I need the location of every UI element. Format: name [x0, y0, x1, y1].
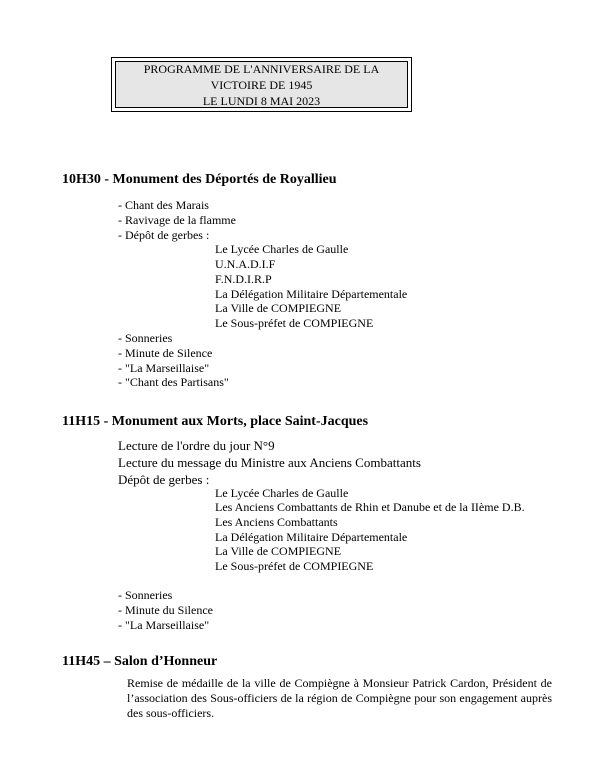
s1-after: - Sonneries [118, 331, 173, 345]
section-3-heading: 11H45 – Salon d’Honneur [62, 654, 218, 669]
s1-after: - "La Marseillaise" [118, 361, 210, 375]
title-line-1: PROGRAMME DE L'ANNIVERSAIRE DE LA [143, 61, 380, 76]
s2-gerbe: Les Anciens Combattants [215, 515, 338, 529]
title-line-2: VICTOIRE DE 1945 [210, 77, 313, 92]
s2-gerbe: Le Sous-préfet de COMPIEGNE [215, 559, 374, 573]
s2-after: - Sonneries [118, 588, 173, 602]
s2-gerbe: La Délégation Militaire Départementale [215, 530, 408, 544]
s2-after: - Minute du Silence [118, 603, 213, 617]
s1-after: - "Chant des Partisans" [118, 375, 229, 389]
s2-after: - "La Marseillaise" [118, 618, 210, 632]
s2-gerbe: Le Lycée Charles de Gaulle [215, 486, 349, 500]
s1-item: - Dépôt de gerbes : [118, 228, 210, 242]
title-box-inner [115, 61, 408, 108]
s2-item: Lecture du message du Ministre aux Anciens Combattants [118, 455, 421, 470]
s2-item: Lecture de l'ordre du jour N°9 [118, 438, 275, 453]
s1-gerbe: Le Sous-préfet de COMPIEGNE [215, 316, 374, 330]
s1-gerbe: La Ville de COMPIEGNE [215, 301, 342, 315]
s1-after: - Minute de Silence [118, 346, 213, 360]
section-1-heading: 10H30 - Monument des Déportés de Royallieu [62, 172, 337, 187]
s3-paragraph: Remise de médaille de la ville de Compiègne à Monsieur Patrick Cardon, Président de l’association des Sous-officiers de la région de Compiègne pour son engagement auprès des sous-officiers. [127, 676, 552, 720]
s1-gerbe: U.N.A.D.I.F [215, 257, 276, 271]
s1-gerbe: Le Lycée Charles de Gaulle [215, 242, 349, 256]
title-box [111, 57, 412, 112]
s1-item: - Ravivage de la flamme [118, 213, 236, 227]
title-line-3: LE LUNDI 8 MAI 2023 [202, 93, 321, 108]
s1-item: - Chant des Marais [118, 198, 209, 212]
s2-gerbe: Les Anciens Combattants de Rhin et Danube et de la IIème D.B. [215, 500, 525, 514]
s2-gerbe: La Ville de COMPIEGNE [215, 544, 342, 558]
section-2-heading: 11H15 - Monument aux Morts, place Saint-Jacques [62, 414, 369, 429]
s1-gerbe: F.N.D.I.R.P [215, 272, 272, 286]
s1-gerbe: La Délégation Militaire Départementale [215, 287, 408, 301]
s2-item: Dépôt de gerbes : [118, 472, 210, 487]
